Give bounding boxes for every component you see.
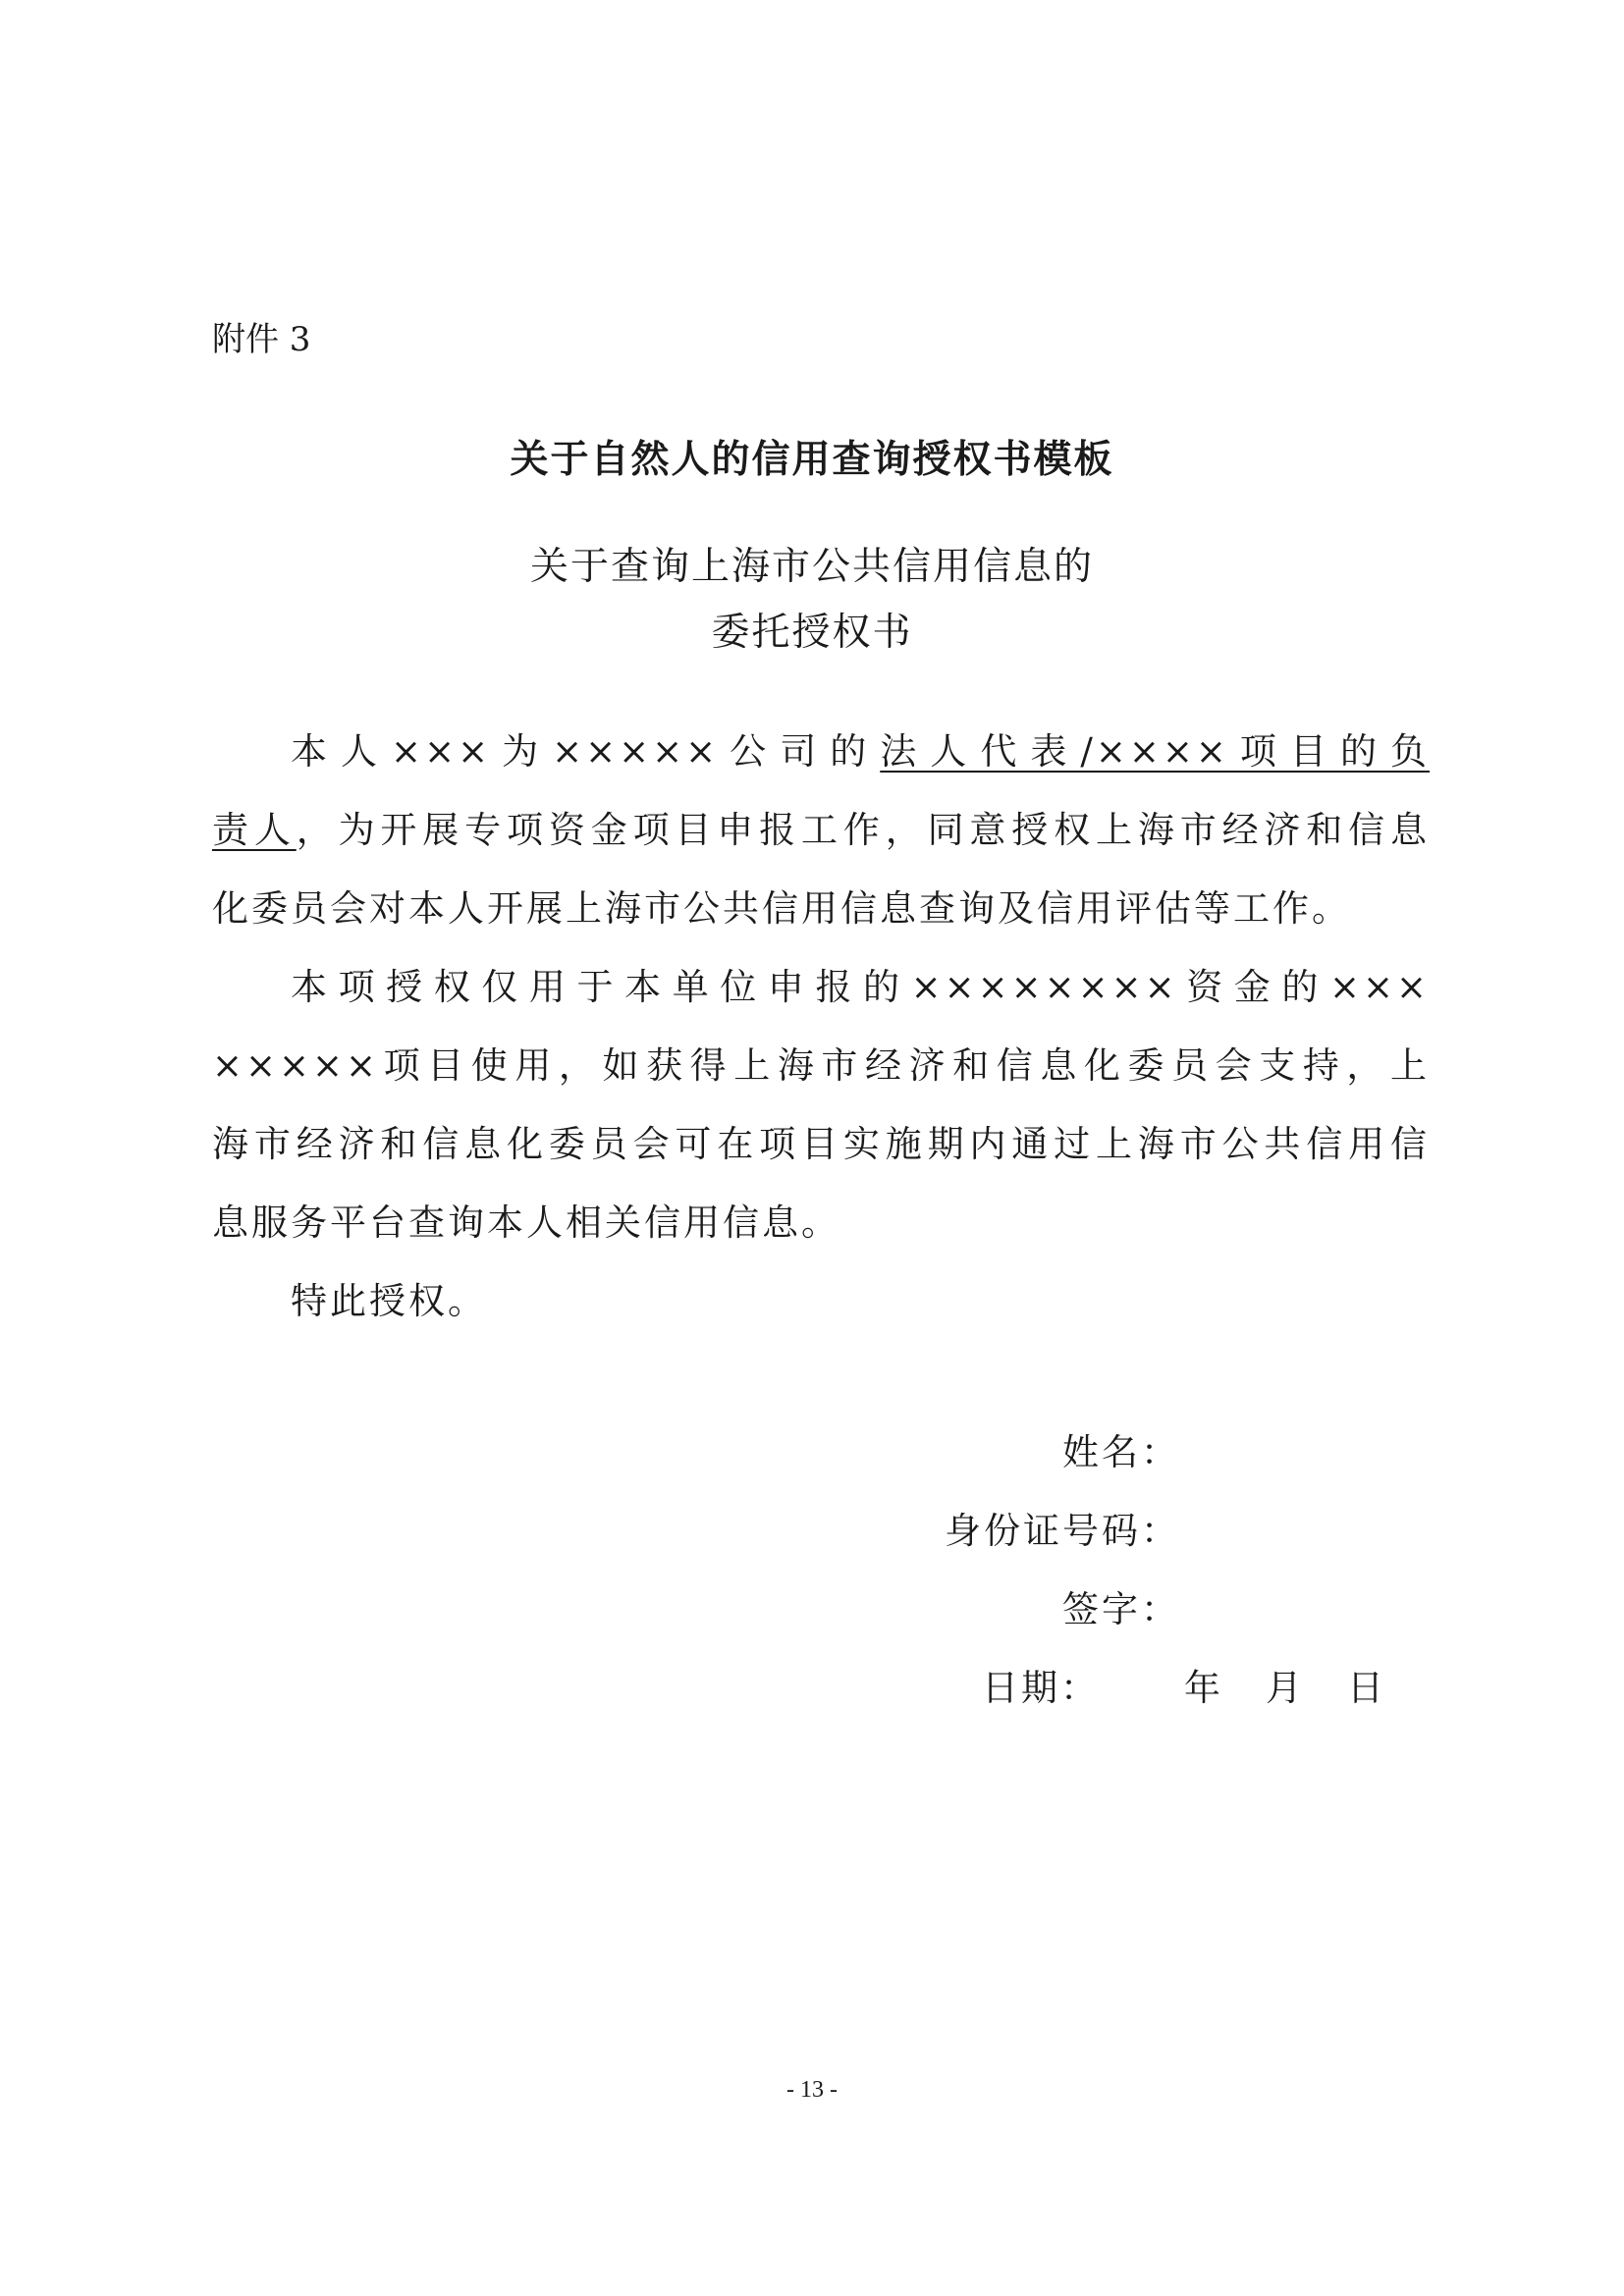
paragraph-2-line-1: 本项授权仅用于本单位申报的××××××××资金的××× [291, 966, 1430, 1008]
paragraph-1-text: ，为开展专项资金项目申报工作，同意授权上海市经济和信息 [296, 809, 1431, 851]
date-day-label: 日 [1347, 1667, 1383, 1709]
paragraph-1-line-3: 化委员会对本人开展上海市公共信用信息查询及信用评估等工作。 [212, 887, 1351, 930]
paragraph-2-line-2: ×××××项目使用，如获得上海市经济和信息化委员会支持，上 [212, 1044, 1430, 1087]
date-year-label: 年 [1184, 1667, 1220, 1709]
paragraph-2-line-3: 海市经济和信息化委员会可在项目实施期内通过上海市公共信用信 [212, 1123, 1430, 1165]
document-title-line-2: 委托授权书 [711, 611, 913, 655]
paragraph-2-line-4: 息服务平台查询本人相关信用信息。 [212, 1201, 840, 1244]
signature-id-number-label: 身份证号码： [945, 1510, 1180, 1552]
attachment-label: 附件 3 [212, 320, 311, 359]
paragraph-1-text: 本人×××为×××××公司的 [291, 730, 881, 773]
signature-sign-label: 签字： [1062, 1588, 1180, 1630]
page-number: - 13 - [786, 2077, 838, 2103]
template-title: 关于自然人的信用查询授权书模板 [510, 437, 1114, 482]
document-title-line-1: 关于查询上海市公共信用信息的 [529, 545, 1094, 589]
paragraph-1-underlined-role: 法人代表/××××项目的负 [880, 730, 1430, 773]
date-month-label: 月 [1266, 1667, 1302, 1709]
signature-date-label: 日期： [982, 1667, 1100, 1709]
paragraph-1-line-2 [212, 803, 1430, 858]
closing-text: 特此授权。 [291, 1280, 487, 1322]
signature-name-label: 姓名： [1062, 1431, 1180, 1473]
paragraph-1-underlined-role-end: 责人 [212, 809, 297, 851]
paragraph-1-line-1 [291, 724, 1430, 779]
